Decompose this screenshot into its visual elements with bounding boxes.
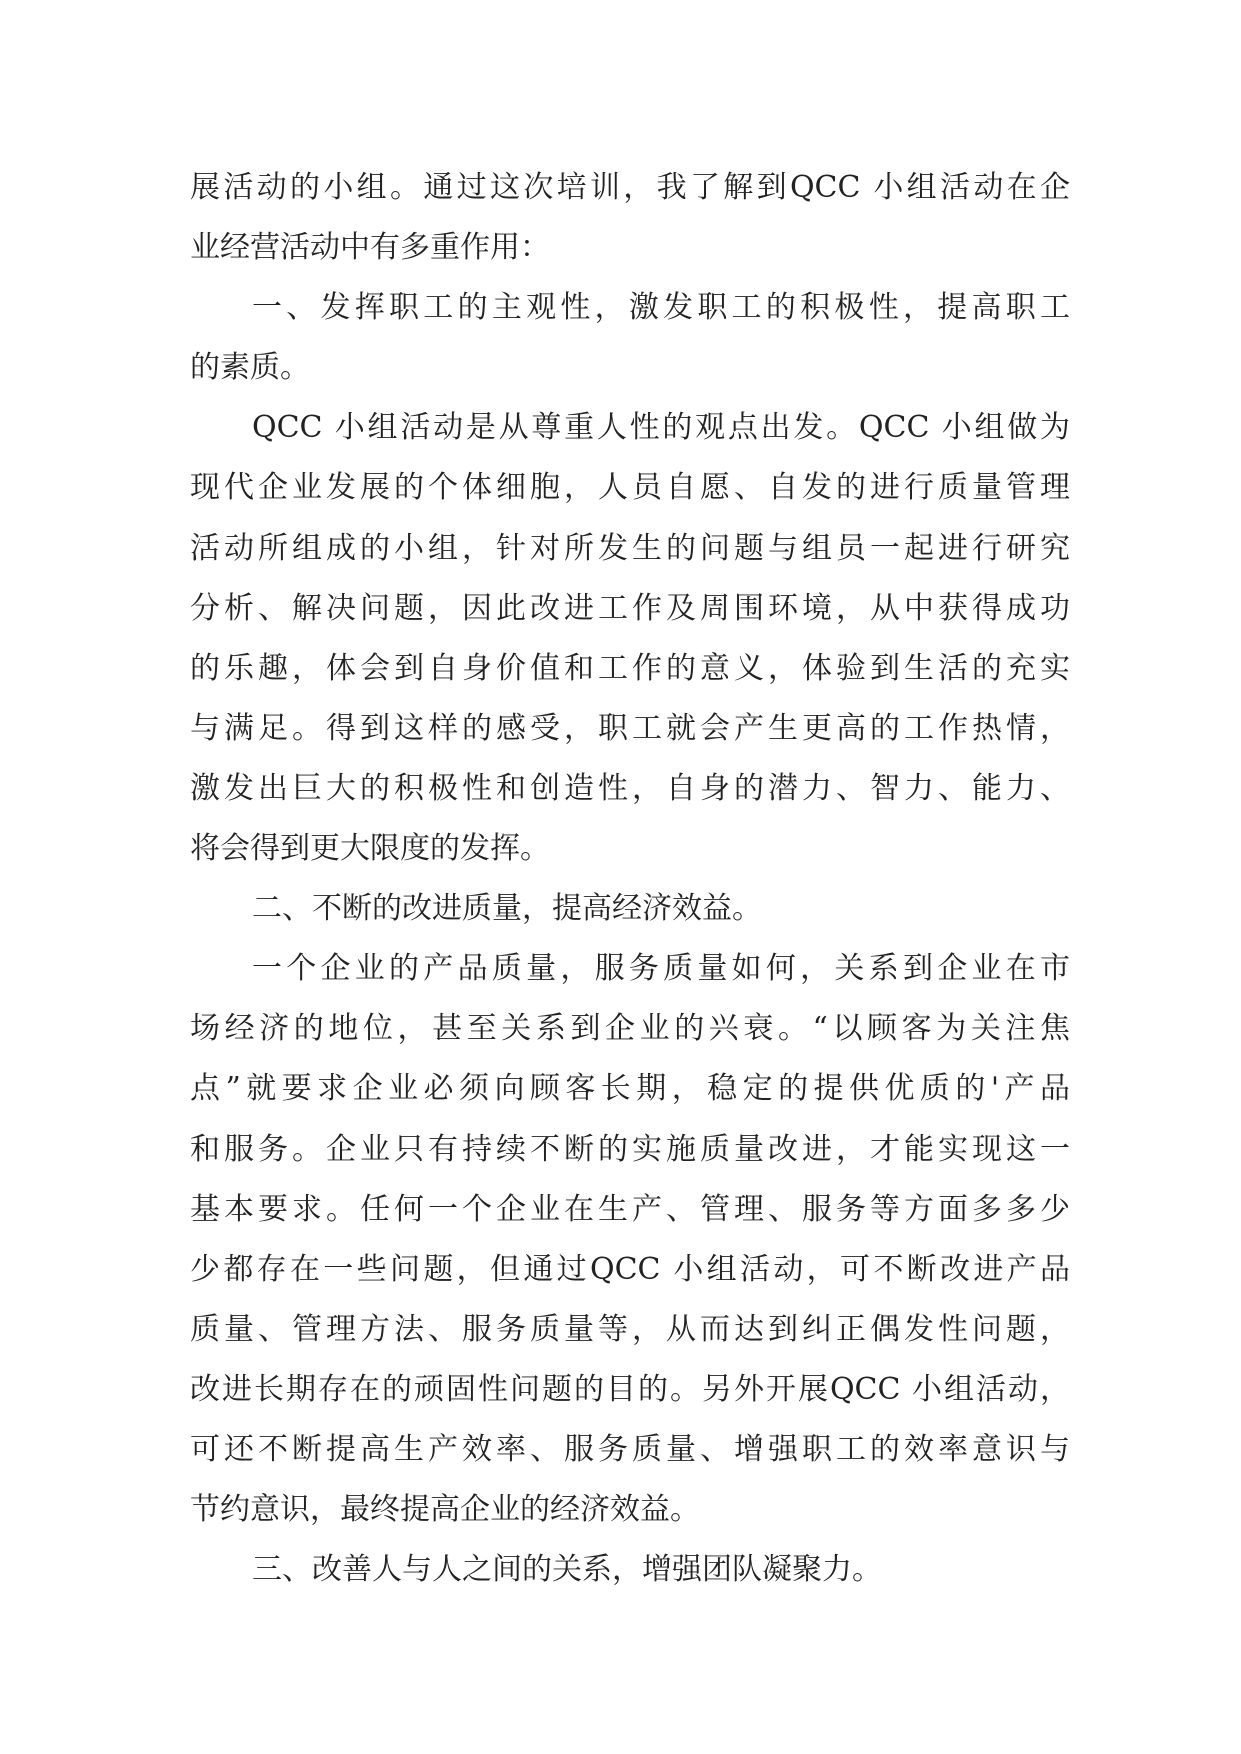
text-line: 二、不断的改进质量，提高经济效益。 [252, 891, 762, 927]
text-line: 三、改善人与人之间的关系，增强团队凝聚力。 [252, 1552, 882, 1588]
text-line: 展活动的小组。通过这次培训，我了解到QCC 小组活动在企 [190, 170, 1070, 205]
text-line: 激发出巨大的积极性和创造性，自身的潜力、智力、能力、 [190, 770, 1070, 806]
text-line: 与满足。得到这样的感受，职工就会产生更高的工作热情， [190, 710, 1070, 746]
text-line: 业经营活动中有多重作用： [190, 230, 550, 266]
text-line: 分析、解决问题，因此改进工作及周围环境，从中获得成功 [190, 590, 1070, 626]
text-line: 可还不断提高生产效率、服务质量、增强职工的效率意识与 [190, 1431, 1070, 1467]
text-line: 的乐趣，体会到自身价值和工作的意义，体验到生活的充实 [190, 650, 1070, 686]
text-line: 基本要求。任何一个企业在生产、管理、服务等方面多多少 [190, 1191, 1070, 1227]
text-line: 将会得到更大限度的发挥。 [190, 831, 550, 867]
text-line: 质量、管理方法、服务质量等，从而达到纠正偶发性问题， [190, 1311, 1070, 1347]
text-line: 点”就要求企业必须向顾客长期，稳定的提供优质的'产品 [190, 1071, 1070, 1107]
text-line: 场经济的地位，甚至关系到企业的兴衰。“以顾客为关注焦 [190, 1011, 1070, 1047]
text-line: 和服务。企业只有持续不断的实施质量改进，才能实现这一 [190, 1131, 1070, 1167]
text-line: 现代企业发展的个体细胞，人员自愿、自发的进行质量管理 [190, 470, 1070, 506]
body-text [190, 158, 1070, 1600]
text-line: 改进长期存在的顽固性问题的目的。另外开展QCC 小组活动， [190, 1371, 1070, 1407]
text-line: 节约意识，最终提高企业的经济效益。 [190, 1492, 700, 1528]
text-line: 少都存在一些问题，但通过QCC 小组活动，可不断改进产品 [190, 1251, 1070, 1287]
text-line: QCC 小组活动是从尊重人性的观点出发。QCC 小组做为 [252, 410, 1070, 446]
text-line: 活动所组成的小组，针对所发生的问题与组员一起进行研究 [190, 530, 1070, 566]
text-line: 的素质。 [190, 350, 310, 386]
text-line: 一、发挥职工的主观性，激发职工的积极性，提高职工 [252, 290, 1070, 326]
text-line: 一个企业的产品质量，服务质量如何，关系到企业在市 [252, 951, 1070, 987]
